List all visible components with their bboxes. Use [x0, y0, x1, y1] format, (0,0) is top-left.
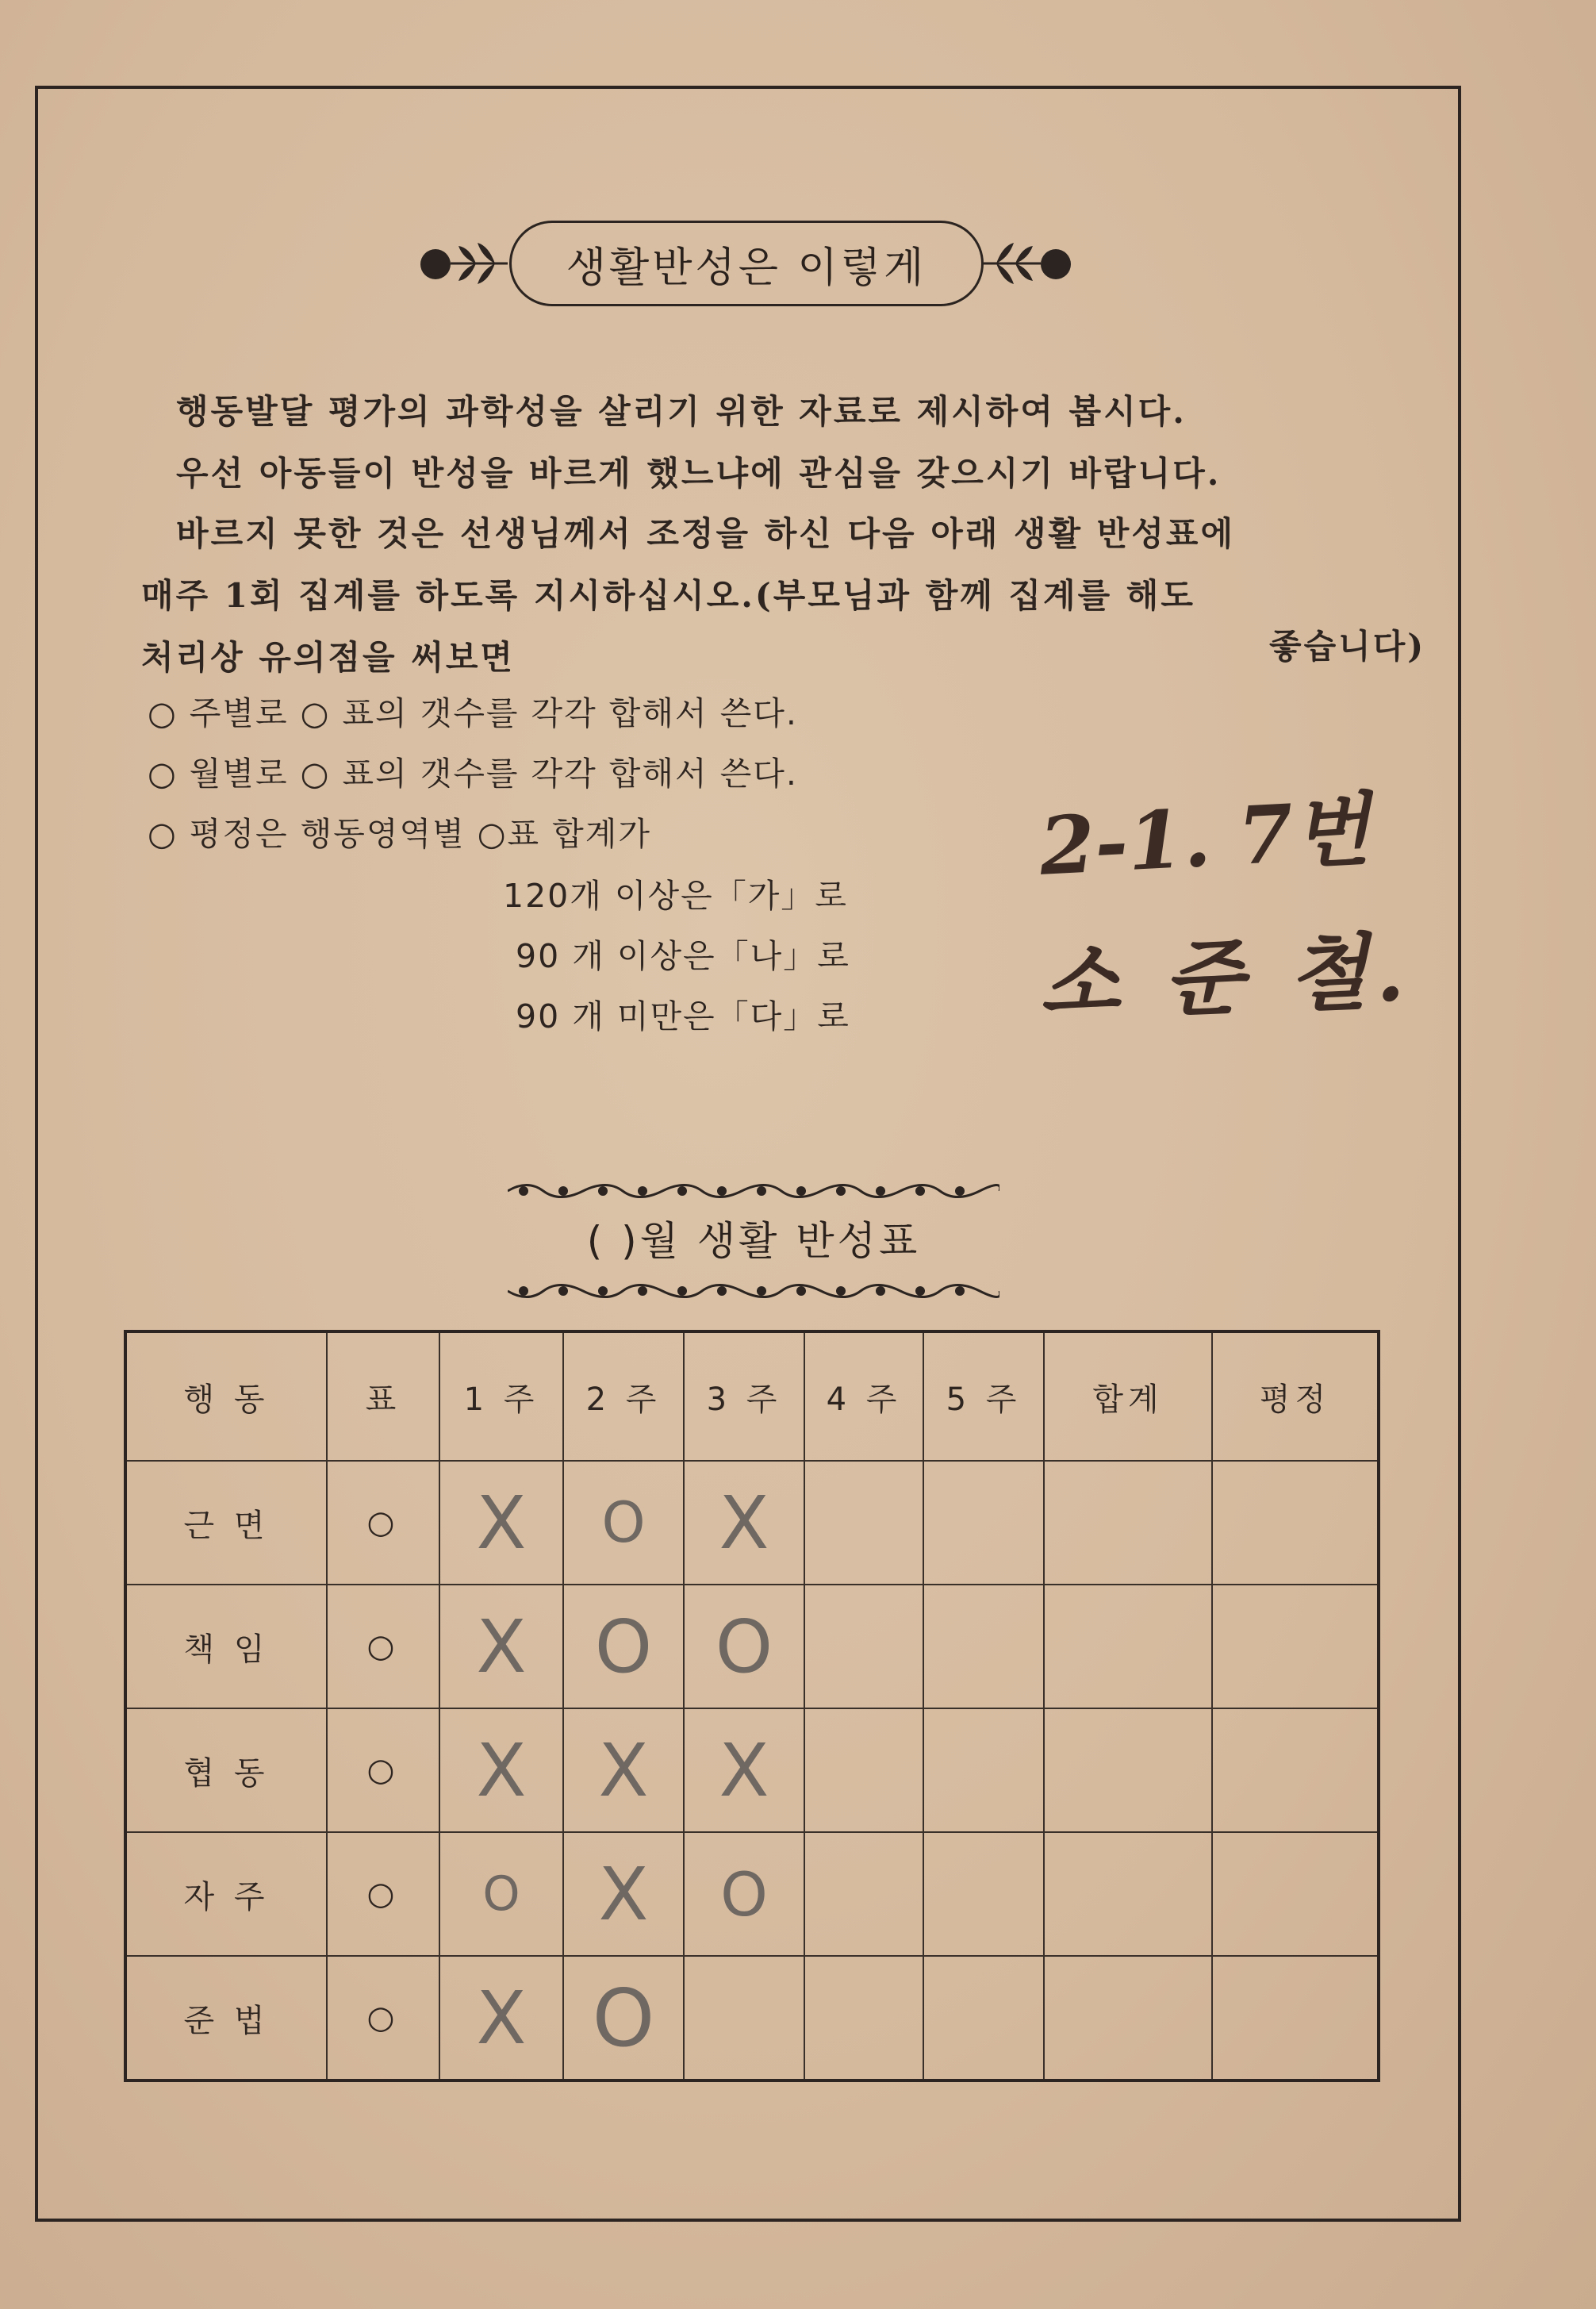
page-title: 생활반성은 이렇게	[509, 221, 984, 306]
week-3-cell[interactable]	[684, 1461, 804, 1585]
hand-mark: X	[476, 1727, 527, 1813]
table-row	[125, 1708, 1379, 1832]
row-label: 협 동	[125, 1708, 327, 1832]
total-cell[interactable]	[1044, 1461, 1212, 1585]
header-grade: 평정	[1212, 1331, 1379, 1461]
hand-mark: O	[715, 1604, 773, 1689]
grade-cell[interactable]	[1212, 1832, 1379, 1956]
intro-line-3: 바르지 못한 것은 선생님께서 조정을 하신 다음 아래 생활 반성표에	[176, 514, 1236, 553]
hand-mark: X	[719, 1480, 769, 1566]
total-cell[interactable]	[1044, 1832, 1212, 1956]
total-cell[interactable]	[1044, 1956, 1212, 2080]
row-label: 책 임	[125, 1585, 327, 1708]
week-4-cell[interactable]	[804, 1708, 923, 1832]
table-row	[125, 1461, 1379, 1585]
table-row	[125, 1832, 1379, 1956]
week-5-cell[interactable]	[923, 1956, 1044, 2080]
handwritten-class-number: 2-1. 7번	[1037, 782, 1372, 893]
handwritten-name: 소 준 철.	[1038, 921, 1414, 1033]
mark-circle-icon: ○	[327, 1956, 439, 2080]
ornament-border-bottom	[508, 1279, 999, 1303]
mark-circle-icon: ○	[327, 1461, 439, 1585]
laurel-left-icon	[447, 232, 511, 295]
week-5-cell[interactable]	[923, 1832, 1044, 1956]
header-week-2: 2 주	[563, 1331, 684, 1461]
week-2-cell[interactable]	[563, 1585, 684, 1708]
week-5-cell[interactable]	[923, 1708, 1044, 1832]
row-label: 자 주	[125, 1832, 327, 1956]
header-week-3: 3 주	[684, 1331, 804, 1461]
grade-da: 90 개 미만은「다」로	[516, 997, 850, 1035]
intro-line-2: 우선 아동들이 반성을 바르게 했느냐에 관심을 갖으시기 바랍니다.	[176, 454, 1222, 493]
grade-cell[interactable]	[1212, 1708, 1379, 1832]
week-5-cell[interactable]	[923, 1461, 1044, 1585]
week-4-cell[interactable]	[804, 1461, 923, 1585]
hand-mark: O	[482, 1866, 520, 1922]
week-1-cell[interactable]	[439, 1461, 563, 1585]
hand-mark: X	[598, 1851, 649, 1937]
row-label: 준 법	[125, 1956, 327, 2080]
title-block	[420, 217, 1071, 316]
week-3-cell[interactable]	[684, 1585, 804, 1708]
week-3-cell[interactable]	[684, 1708, 804, 1832]
grade-ga: 120개 이상은「가」로	[503, 877, 848, 915]
header-week-1: 1 주	[439, 1331, 563, 1461]
hand-mark: X	[719, 1727, 769, 1813]
week-1-cell[interactable]	[439, 1708, 563, 1832]
week-1-cell[interactable]	[439, 1956, 563, 2080]
week-4-cell[interactable]	[804, 1585, 923, 1708]
table-row	[125, 1585, 1379, 1708]
bullet-dot-icon	[420, 249, 451, 279]
sheet-title: ( )월 생활 반성표	[586, 1218, 921, 1264]
rule-weekly: ○ 주별로 ○ 표의 갯수를 각각 합해서 쓴다.	[148, 694, 798, 732]
hand-mark: O	[601, 1490, 646, 1555]
rule-monthly: ○ 월별로 ○ 표의 갯수를 각각 합해서 쓴다.	[148, 755, 798, 793]
header-week-5: 5 주	[923, 1331, 1044, 1461]
grade-na: 90 개 이상은「나」로	[516, 937, 850, 975]
hand-mark: X	[476, 1480, 527, 1566]
week-2-cell[interactable]	[563, 1832, 684, 1956]
week-1-cell[interactable]	[439, 1585, 563, 1708]
hand-mark: O	[594, 1604, 653, 1689]
grade-cell[interactable]	[1212, 1956, 1379, 2080]
week-1-cell[interactable]	[439, 1832, 563, 1956]
header-behavior: 행 동	[125, 1331, 327, 1461]
grade-cell[interactable]	[1212, 1461, 1379, 1585]
hand-mark: X	[476, 1604, 527, 1689]
week-3-cell[interactable]	[684, 1956, 804, 2080]
bullet-dot-icon	[1041, 249, 1071, 279]
week-2-cell[interactable]	[563, 1461, 684, 1585]
ornament-border-top	[508, 1179, 999, 1203]
grade-cell[interactable]	[1212, 1585, 1379, 1708]
header-mark: 표	[327, 1331, 439, 1461]
mark-circle-icon: ○	[327, 1585, 439, 1708]
hand-mark: X	[598, 1727, 649, 1813]
intro-line-4b: 좋습니다)	[1269, 627, 1426, 666]
week-4-cell[interactable]	[804, 1832, 923, 1956]
reflection-table	[124, 1330, 1380, 2082]
header-week-4: 4 주	[804, 1331, 923, 1461]
table-row	[125, 1956, 1379, 2080]
hand-mark: O	[592, 1971, 655, 2065]
week-3-cell[interactable]	[684, 1832, 804, 1956]
mark-circle-icon: ○	[327, 1708, 439, 1832]
week-2-cell[interactable]	[563, 1708, 684, 1832]
week-4-cell[interactable]	[804, 1956, 923, 2080]
week-5-cell[interactable]	[923, 1585, 1044, 1708]
rule-grading: ○ 평정은 행동영역별 ○표 합계가	[148, 815, 651, 853]
hand-mark: X	[476, 1975, 527, 2061]
row-label: 근 면	[125, 1461, 327, 1585]
laurel-right-icon	[980, 232, 1044, 295]
total-cell[interactable]	[1044, 1585, 1212, 1708]
intro-line-1: 행동발달 평가의 과학성을 살리기 위한 자료로 제시하여 봅시다.	[176, 392, 1187, 431]
header-total: 합계	[1044, 1331, 1212, 1461]
week-2-cell[interactable]	[563, 1956, 684, 2080]
hand-mark: O	[720, 1858, 768, 1930]
intro-line-5: 처리상 유의점을 써보면	[141, 638, 515, 677]
intro-line-4: 매주 1회 집계를 하도록 지시하십시오.(부모님과 함께 집계를 해도	[141, 576, 1195, 615]
mark-circle-icon: ○	[327, 1832, 439, 1956]
table-header-row	[125, 1331, 1379, 1461]
total-cell[interactable]	[1044, 1708, 1212, 1832]
